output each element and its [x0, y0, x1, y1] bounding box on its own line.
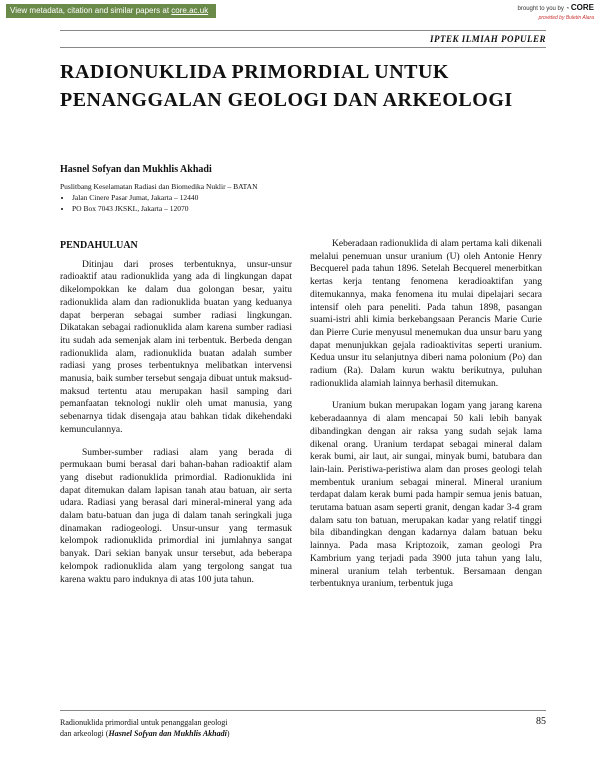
metadata-link-bar[interactable]: [6, 4, 216, 18]
article-authors: Hasnel Sofyan dan Mukhlis Akhadi: [60, 164, 212, 175]
right-column: [310, 238, 542, 601]
brought-by-text: brought to you by: [517, 6, 564, 12]
running-footer: [60, 717, 230, 739]
core-logo-icon: ◔: [565, 6, 570, 12]
body-paragraph: Sumber-sumber radiasi alam yang berada di permukaan bumi berasal dari bahan-bahan radioaktif alam yang disebut radionuklida primordial. Radionuklida ini dapat ditemukan dalam lapisan tanah atau batuan, air serta udara. Radiasi yang berasal dari mineral-mineral yang ada dalam batu-batuan dan juga di dalam tanah seringkali juga dinamakan radiogeologi. Unsur-unsur yang termasuk kelompok radionuklida primordial ini jumlahnya sangat banyak. Dari sekian banyak unsur tersebut, ada beberapa kelompok radionuklida alam yang tergolong sangat tua karena waktu paro induknya di atas 100 juta tahun.: [60, 447, 292, 585]
core-badge[interactable]: [517, 3, 594, 21]
footer-line-1: Radionuklida primordial untuk penanggalan geologi: [60, 718, 228, 727]
left-column: [60, 240, 292, 596]
affiliation-address: • PO Box 7043 JKSKL, Jakarta – 12070: [72, 203, 258, 214]
provided-by-text: provided by Buletin Alara: [538, 15, 594, 21]
affiliation-block: [60, 181, 258, 214]
section-header: IPTEK ILMIAH POPULER: [429, 34, 546, 44]
body-paragraph: Uranium bukan merupakan logam yang jarang karena keberadaannya di alam mencapai 50 kali lebih banyak dibandingkan dengan air raksa yang sudah sejak lama dikenal orang. Uranium terdapat sebagai mineral dalam kerak bumi, air laut, air sungai, minyak bumi, batubara dan lain-lain. Peristiwa-peristiwa alam dan proses geologi telah membentuk uranium sebagai mineral. Mineral uranium terdapat dalam kerak bumi pada hampir semua jenis batuan, terutama batuan asam seperti granit, dengan kadar 3-4 gram dalam satu ton batuan, merupakan kadar yang relatif tinggi bila dibandingkan dengan kadarnya dalam batuan beku lainnya. Pada masa Kriptozoik, zaman geologi Pra Kambrium yang terjadi pada 3900 juta tahun yang lalu, mineral uranium telah terbentuk. Bersamaan dengan terbentuknya uranium, terbentuk juga: [310, 401, 542, 590]
body-paragraph: Ditinjau dari proses terbentuknya, unsur-unsur radioaktif atau radionuklida yang ada di lingkungan dapat dikelompokkan ke dalam dua golongan besar, yaitu radionuklida alam dan radionuklida buatan yang keduanya dapat berperan sebagai sumber radiasi lingkungan. Dikatakan sebagai radionuklida alam karena sumber radiasi itu sudah ada semenjak alam ini terbentuk. Berbeda dengan radionuklida alam, radionuklida buatan adalah sumber radiasi yang proses terbentuknya melibatkan intervensi manusia, baik sumber tersebut sengaja dibuat untuk maksud-maksud tertentu atau merupakan hasil samping dari pemanfaatan teknologi nuklir oleh umat manusia, yang sebenarnya tidak disengaja atau bahkan tidak dikehendaki kemunculannya.: [60, 259, 292, 435]
footer-prefix: dan arkeologi (: [60, 729, 109, 738]
footer-suffix: ): [226, 729, 230, 738]
body-paragraph: Keberadaan radionuklida di alam pertama kali dikenali melalui penemuan unsur uranium (U) oleh Antonie Henry Becquerel pada tahun 1896. Setelah Becquerel menerbitkan kertas kerja tentang fenomena keradioaktifan yang ditemukannya, maka fenomena itu mulai dipelajari secara intensif oleh para peneliti. Pada tahun 1898, pasangan suami-istri ahli kimia berkebangsaan Perancis Marie Curie dan Pierre Curie menyusul menemukan dua unsur baru yang dapat menunjukkan gejala radioaktivitas seperti uranium. Kedua unsur itu selanjutnya diberi nama polonium (Po) dan radium (Ra). Dalam kurun waktu berikutnya, puluhan radionuklida alamiah lainnya berhasil ditemukan.: [310, 239, 542, 389]
header-rule-top: [60, 30, 546, 31]
header-rule-bottom: [60, 47, 546, 48]
affiliation-institution: Puslitbang Keselamatan Radiasi dan Biomedika Nuklir – BATAN: [60, 182, 258, 191]
affiliation-address-list: [60, 192, 258, 214]
page-number: 85: [536, 716, 546, 727]
footer-rule: [60, 710, 546, 711]
footer-authors: Hasnel Sofyan dan Mukhlis Akhadi: [108, 729, 227, 738]
article-title: RADIONUKLIDA PRIMORDIAL UNTUK PENANGGALAN GEOLOGI DAN ARKEOLOGI: [60, 61, 513, 111]
metadata-text: View metadata, citation and similar papers at: [10, 6, 172, 15]
footer-line-2: [60, 728, 230, 739]
affiliation-address: • Jalan Cinere Pasar Jumat, Jakarta – 12440: [72, 192, 258, 203]
core-label: CORE: [570, 3, 594, 12]
core-banner: [0, 0, 600, 22]
core-link[interactable]: core.ac.uk: [171, 6, 209, 15]
section-heading: PENDAHULUAN: [60, 240, 138, 251]
